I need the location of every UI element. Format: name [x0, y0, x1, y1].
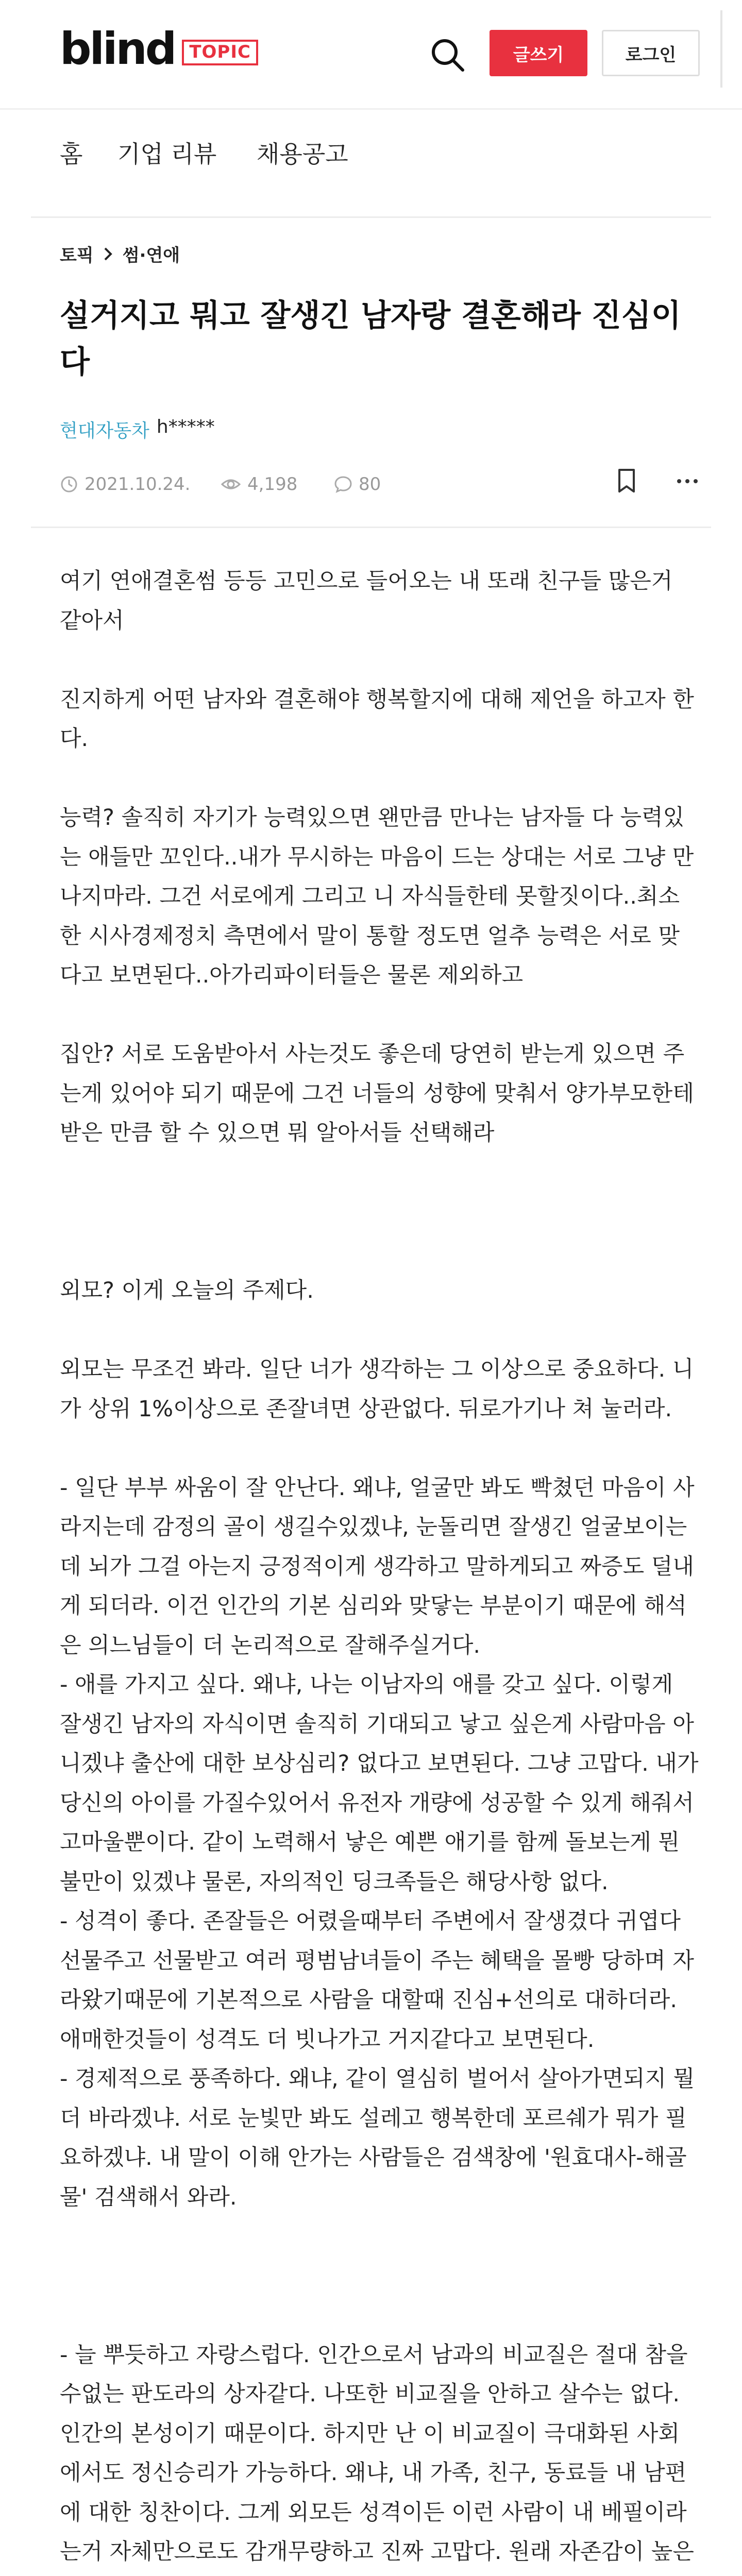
breadcrumb	[60, 241, 180, 266]
body-line	[60, 1232, 699, 1272]
author-info	[60, 416, 215, 443]
more-options-icon[interactable]	[673, 467, 702, 496]
post-meta	[60, 474, 699, 500]
bookmark-icon[interactable]	[615, 467, 638, 496]
views-text: 4,198	[247, 474, 298, 495]
body-line: - 성격이 좋다. 존잘들은 어렸을때부터 주변에서 잘생겼다 귀엽다 선물주고 선물받고 여러 평범남녀들이 주는 혜택을 몰빵 당하며 자라왔기때문에 기본적으로 사람을 대할때 진심+선의로 대하더라. 애매한것들이 성격도 더 빗나가고 거지같다고 보면된다.	[60, 1908, 694, 2053]
date-text: 2021.10.24.	[85, 474, 191, 495]
scrollbar[interactable]	[720, 10, 722, 88]
search-icon[interactable]	[428, 35, 467, 74]
post-comment-count	[334, 474, 381, 495]
top-bar	[0, 0, 742, 108]
body-line	[60, 995, 699, 1035]
author-nickname: h*****	[156, 416, 215, 437]
body-line: - 애를 가지고 싶다. 왜냐, 나는 이남자의 애를 갖고 싶다. 이렇게 잘생긴 남자의 자식이면 솔직히 기대되고 낳고 싶은게 사람마음 아니겠냐 출산에 대한 보상심리? 없다고 보면된다. 그냥 고맙다. 내가 당신의 아이를 가질수있어서 유전자 개량에 성공할 수 있게 해줘서 고마울뿐이다. 같이 노력해서 낳은 예쁜 애기를 함께 돌보는게 뭔 불만이 있겠냐 물론, 자의적인 딩크족들은 해당사항 없다.	[60, 1672, 699, 1895]
nav-company-review[interactable]: 기업 리뷰	[117, 140, 217, 168]
post-views	[221, 474, 297, 495]
breadcrumb-category[interactable]: 썸·연애	[122, 245, 180, 266]
write-button[interactable]: 글쓰기	[490, 30, 587, 76]
eye-icon	[221, 475, 241, 494]
body-line	[60, 1153, 699, 1193]
body-line	[60, 2217, 699, 2257]
body-line	[60, 2257, 699, 2296]
body-line	[60, 759, 699, 799]
body-line	[60, 1311, 699, 1350]
body-line: - 일단 부부 싸움이 잘 안난다. 왜냐, 얼굴만 봐도 빡쳤던 마음이 사라지는데 감정의 골이 생길수있겠냐, 눈돌리면 잘생긴 얼굴보이는데 뇌가 그걸 아는지 긍정적이게 생각하고 말하게되고 짜증도 덜내게 되더라. 이건 인간의 기본 심리와 맞닿는 부분이기 때문에 해석은 의느님들이 더 논리적으로 잘해주실거다.	[60, 1475, 695, 1658]
comment-icon	[334, 475, 352, 494]
body-line: 진지하게 어떤 남자와 결혼해야 행복할지에 대해 제언을 하고자 한다.	[60, 686, 694, 752]
body-line	[60, 640, 699, 680]
chevron-right-icon	[103, 246, 113, 262]
main-nav	[0, 108, 742, 197]
clock-icon	[60, 475, 78, 494]
body-line: 능력? 솔직히 자기가 능력있으면 왠만큼 만나는 남자들 다 능력있는 애들만 꼬인다..내가 무시하는 마음이 드는 상대는 서로 그냥 만나지마라. 그건 서로에게 그리고 니 자식들한테 못할짓이다..최소한 시사경제정치 측면에서 말이 통할 정도면 얼추 능력은 서로 맞다고 보면된다..아가리파이터들은 물론 제외하고	[60, 805, 694, 988]
nav-home[interactable]: 홈	[60, 140, 83, 168]
body-line	[60, 1192, 699, 1232]
divider	[31, 527, 711, 528]
body-line: 외모는 무조건 봐라. 일단 너가 생각하는 그 이상으로 중요하다. 니가 상위 1%이상으로 존잘녀면 상관없다. 뒤로가기나 쳐 눌러라.	[60, 1357, 694, 1422]
login-button[interactable]: 로그인	[602, 30, 700, 76]
body-line: 외모? 이게 오늘의 주제다.	[60, 1278, 314, 1303]
logo-topic-badge: TOPIC	[182, 40, 258, 65]
body-line: - 늘 뿌듯하고 자랑스럽다. 인간으로서 남과의 비교질은 절대 참을수없는 판도라의 상자같다. 나또한 비교질을 안하고 살수는 없다. 인간의 본성이기 때문이다. 하지만 난 이 비교질이 극대화된 사회에서도 정신승리가 가능하다. 왜냐, 내 가족, 친구, 동료들 내 남편에 대한 칭찬이다. 그게 외모든 성격이든 이런 사람이 내 베필이라는거 자체만으로도 감개무량하고 진짜 고맙다. 원래 자존감이 높은	[60, 2342, 694, 2565]
body-line: 여기 연애결혼썸 등등 고민으로 들어오는 내 또래 친구들 많은거 같아서	[60, 568, 673, 634]
breadcrumb-topic[interactable]: 토픽	[60, 245, 94, 266]
body-line: - 경제적으로 풍족하다. 왜냐, 같이 열심히 벌어서 살아가면되지 뭘 더 바라겠냐. 서로 눈빛만 봐도 설레고 행복한데 포르쉐가 뭐가 필요하겠냐. 내 말이 이해 안가는 사람들은 검색창에 '원효대사-해골물' 검색해서 와라.	[60, 2066, 695, 2210]
divider	[31, 216, 711, 218]
author-company[interactable]: 현대자동차	[60, 420, 149, 442]
comments-text: 80	[359, 474, 381, 495]
logo-text: blind	[60, 23, 175, 75]
post-body	[60, 562, 699, 2576]
post-title: 설거지고 뭐고 잘생긴 남자랑 결혼해라 진심이다	[60, 298, 681, 380]
body-line: 집안? 서로 도움받아서 사는것도 좋은데 당연히 받는게 있으면 주는게 있어야 되기 때문에 그건 너들의 성향에 맞춰서 양가부모한테 받은 만큼 할 수 있으면 뭐 알아서들 선택해라	[60, 1041, 694, 1146]
blind-logo[interactable]	[60, 23, 258, 75]
body-line	[60, 1429, 699, 1468]
nav-jobs[interactable]: 채용공고	[257, 140, 348, 168]
post-date	[60, 474, 190, 495]
body-line	[60, 2296, 699, 2335]
